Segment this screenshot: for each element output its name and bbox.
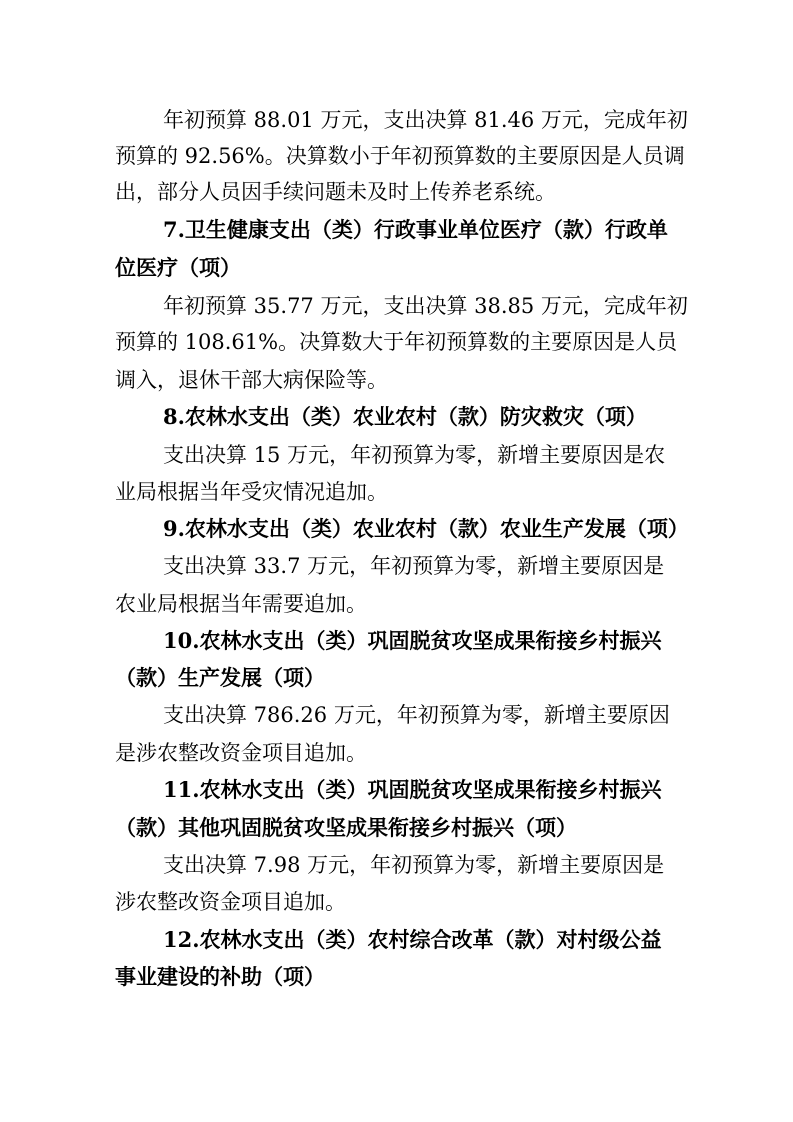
section-heading: 10.农林水支出（类）巩固脱贫攻坚成果衔接乡村振兴 [163,628,662,653]
section-heading: 12.农林水支出（类）农村综合改革（款）对村级公益 [163,927,662,952]
section-heading: 11.农林水支出（类）巩固脱贫攻坚成果衔接乡村振兴 [163,777,662,802]
paragraph-line: 预算的 108.61%。决算数大于年初预算数的主要原因是人员 [115,330,678,354]
paragraph-line: 农业局根据当年需要追加。 [115,592,367,616]
paragraph-line: 调入，退休干部大病保险等。 [115,368,388,392]
paragraph-line: 出，部分人员因手续问题未及时上传养老系统。 [115,180,556,204]
paragraph-line: 预算的 92.56%。决算数小于年初预算数的主要原因是人员调 [115,144,685,168]
section-heading: 位医疗（项） [115,255,241,280]
paragraph-line: 年初预算 88.01 万元，支出决算 81.46 万元，完成年初 [163,108,688,132]
section-heading: （款）生产发展（项） [115,665,325,690]
section-heading: 9.农林水支出（类）农业农村（款）农业生产发展（项） [163,516,689,541]
paragraph-line: 是涉农整改资金项目追加。 [115,741,367,765]
section-heading: 8.农林水支出（类）农业农村（款）防灾救灾（项） [163,404,647,429]
paragraph-line: 支出决算 15 万元，年初预算为零，新增主要原因是农 [163,443,666,467]
paragraph-line: 年初预算 35.77 万元，支出决算 38.85 万元，完成年初 [163,294,688,318]
paragraph-line: 业局根据当年受灾情况追加。 [115,480,388,504]
paragraph-line: 支出决算 7.98 万元，年初预算为零，新增主要原因是 [163,853,665,877]
paragraph-line: 支出决算 786.26 万元，年初预算为零，新增主要原因 [163,703,670,727]
section-heading: 事业建设的补助（项） [115,964,325,989]
section-heading: 7.卫生健康支出（类）行政事业单位医疗（款）行政单 [163,217,668,242]
paragraph-line: 涉农整改资金项目追加。 [115,890,346,914]
section-heading: （款）其他巩固脱贫攻坚成果衔接乡村振兴（项） [115,815,577,840]
paragraph-line: 支出决算 33.7 万元，年初预算为零，新增主要原因是 [163,554,665,578]
